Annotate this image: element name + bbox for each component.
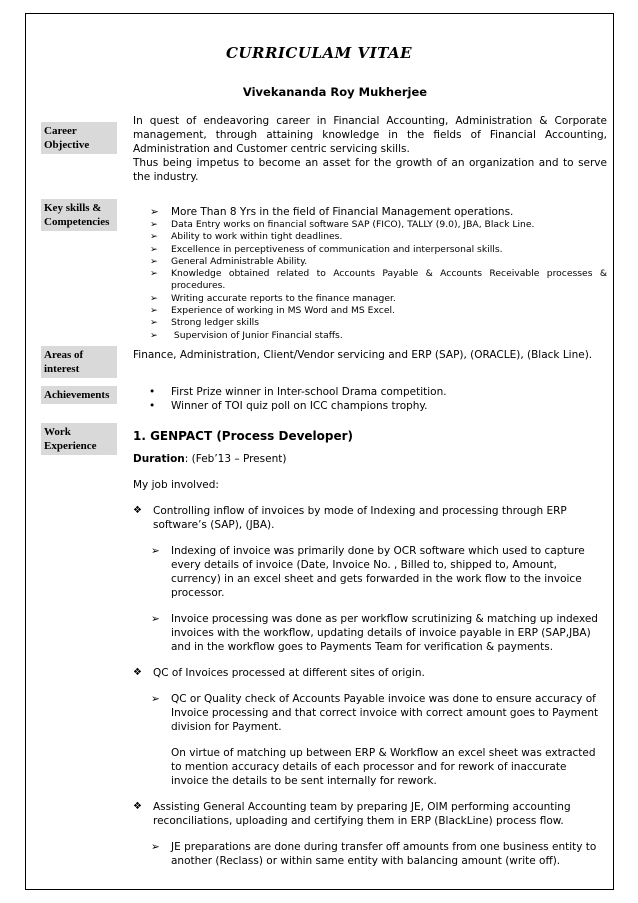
areas-of-interest-text: Finance, Administration, Client/Vendor servicing and ERP (SAP), (ORACLE), (Black Line). — [133, 349, 593, 361]
arrow-icon: ➢ — [151, 613, 160, 625]
list-item: ➢ Experience of working in MS Word and MS Excel. — [150, 305, 395, 317]
section-label-key-skills: Key skills & Competencies — [41, 199, 117, 231]
diamond-icon: ❖ — [133, 505, 142, 516]
candidate-name: Vivekananda Roy Mukherjee — [242, 85, 428, 99]
arrow-icon: ➢ — [150, 206, 159, 218]
career-objective-text — [133, 114, 607, 184]
arrow-icon: ➢ — [150, 243, 158, 255]
arrow-icon: ➢ — [151, 841, 160, 853]
arrow-icon: ➢ — [150, 219, 158, 230]
bullet-icon: • — [149, 386, 156, 398]
diamond-icon: ❖ — [133, 667, 142, 678]
list-item: • First Prize winner in Inter-school Drama competition. — [149, 386, 447, 398]
list-item: ➢ Invoice processing was done as per workflow scrutinizing & matching up indexed invoices with the workflow, updating details of invoice payable in ERP (SAP,JBA) and in the workflow goes to Payments Team for verification & payments. — [151, 613, 598, 653]
arrow-icon: ➢ — [150, 255, 158, 267]
list-item: ❖ QC of Invoices processed at different sites of origin. — [133, 667, 425, 679]
arrow-icon: ➢ — [150, 268, 158, 280]
arrow-icon: ➢ — [151, 545, 160, 557]
duration-label: Duration — [133, 453, 185, 465]
list-item: ❖ Controlling inflow of invoices by mode of Indexing and processing through ERP software’s (SAP), (JBA). — [133, 505, 567, 531]
section-label-areas-of-interest: Areas of interest — [41, 346, 117, 378]
arrow-icon: ➢ — [150, 305, 158, 317]
list-item: ➢ JE preparations are done during transfer off amounts from one business entity to another (Reclass) or within same entity with balancing amount (write off). — [151, 841, 597, 867]
list-item: ➢ Supervision of Junior Financial staffs. — [150, 329, 343, 341]
achievements-list — [133, 385, 607, 413]
section-label-work-experience: Work Experience — [41, 423, 117, 455]
company-heading: 1. GENPACT (Process Developer) — [133, 429, 354, 443]
duration-value: : (Feb’13 – Present) — [184, 453, 287, 465]
arrow-icon: ➢ — [150, 231, 158, 243]
list-item-continuation: On virtue of matching up between ERP & Workflow an excel sheet was extracted to mention accuracy details of each processor and for rework of inaccurate invoice the details to be sent internally for rework. — [171, 747, 596, 787]
job-intro: My job involved: — [133, 479, 219, 491]
list-item: ➢ Indexing of invoice was primarily done by OCR software which used to capture every details of invoice (Date, Invoice No. , Billed to, shipped to, Amount, currency) in an excel sheet and gets forwarded in the work flow to the invoice processor. — [151, 545, 585, 599]
list-item: ➢ General Administrable Ability. — [150, 255, 308, 267]
list-item: ➢ Data Entry works on financial software SAP (FICO), TALLY (9.0), JBA, Black Line. — [150, 219, 535, 230]
list-item: ➢ QC or Quality check of Accounts Payable invoice was done to ensure accuracy of Invoice processing and that correct invoice with correct amount goes to Payment division for Payment. — [151, 693, 599, 733]
list-item: ➢ Excellence in perceptiveness of communication and interpersonal skills. — [150, 243, 503, 255]
list-item: • Winner of TOI quiz poll on ICC champions trophy. — [149, 400, 428, 412]
list-item: ➢ Writing accurate reports to the finance manager. — [150, 292, 396, 304]
work-experience-section — [133, 429, 607, 868]
diamond-icon: ❖ — [133, 801, 142, 812]
list-item: ➢ Strong ledger skills — [150, 317, 259, 329]
arrow-icon: ➢ — [150, 329, 158, 341]
career-objective-paragraph: Thus being impetus to become an asset for the growth of an organization and to serve the industry. — [133, 157, 607, 183]
arrow-icon: ➢ — [151, 693, 160, 705]
key-skills-list — [133, 205, 607, 342]
career-objective-paragraph: In quest of endeavoring career in Financial Accounting, Administration & Corporate management, through attaining knowledge in the fields of Financial Accounting, Administration and Customer centric servicing skills. — [133, 115, 607, 155]
list-item: ➢ Knowledge obtained related to Accounts Payable & Accounts Receivable processes & procedures. — [150, 268, 607, 292]
bullet-icon: • — [149, 400, 156, 412]
list-item: ➢ More Than 8 Yrs in the field of Financial Management operations. — [150, 206, 514, 218]
section-label-career-objective: Career Objective — [41, 122, 117, 154]
section-label-achievements: Achievements — [41, 386, 117, 404]
list-item: ➢ Ability to work within tight deadlines. — [150, 231, 343, 243]
list-item: ❖ Assisting General Accounting team by preparing JE, OIM performing accounting reconciliations, uploading and certifying them in ERP (BlackLine) process flow. — [133, 801, 571, 827]
duration-line — [133, 452, 607, 466]
arrow-icon: ➢ — [150, 292, 158, 304]
document-title: CURRICULAM VITAE — [225, 44, 413, 62]
arrow-icon: ➢ — [150, 317, 158, 329]
